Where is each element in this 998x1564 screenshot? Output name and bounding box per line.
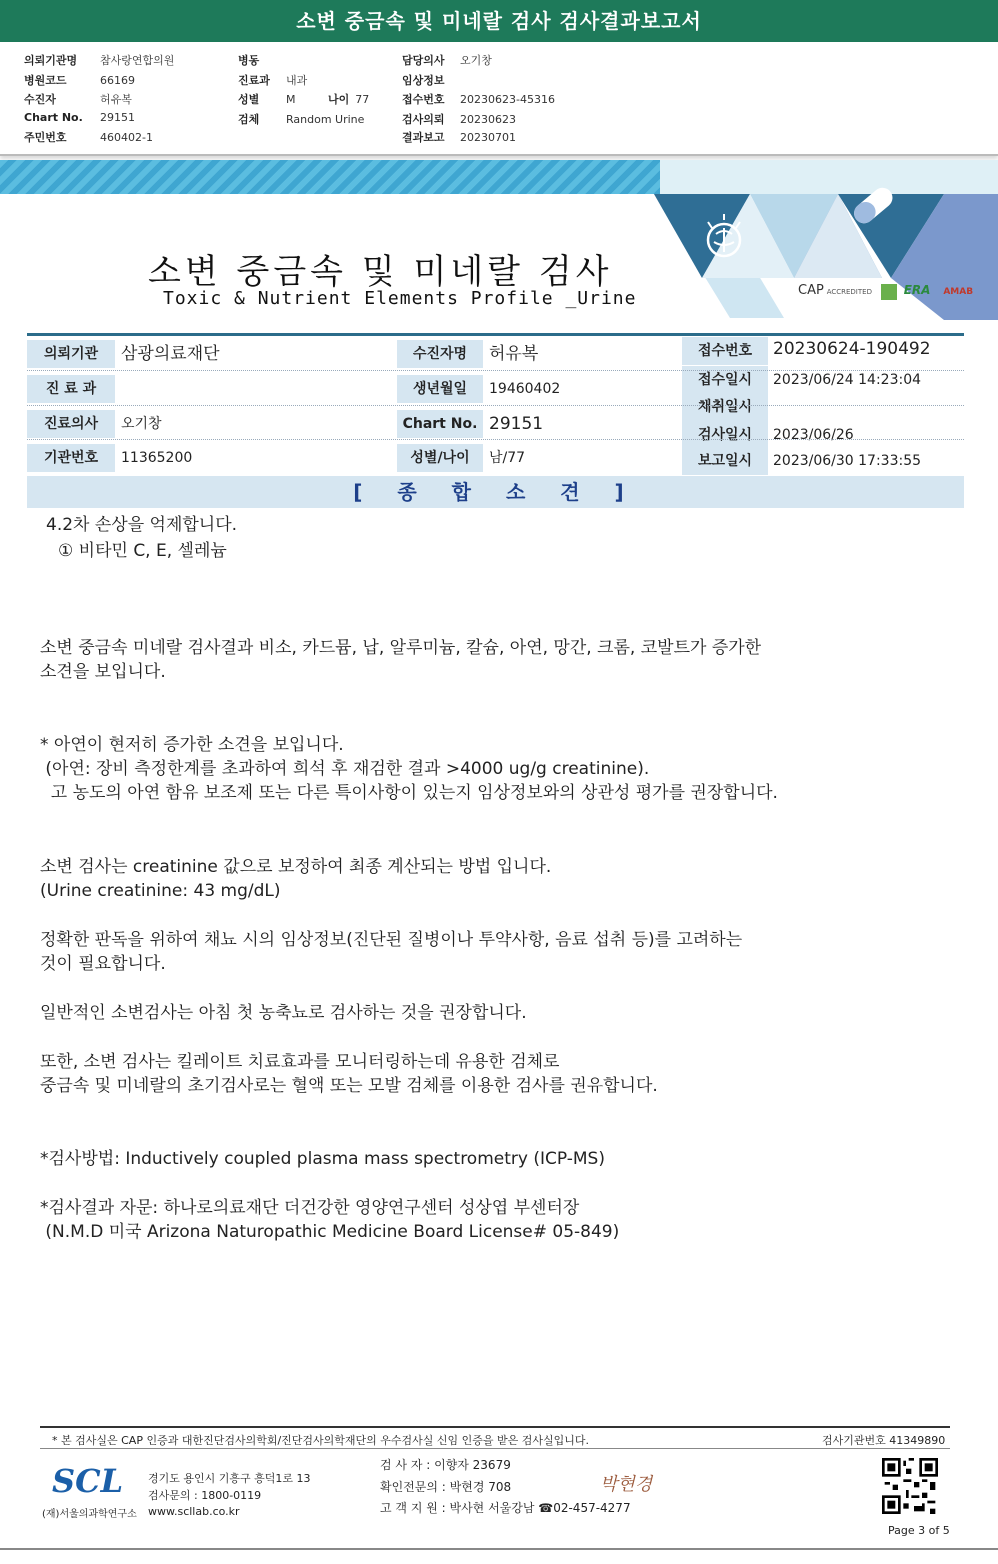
label-collect-dt: 채취일시: [682, 393, 768, 421]
meta-accession-no: 접수번호 20230623-45316: [402, 93, 555, 106]
page-number: Page 3 of 5: [888, 1524, 950, 1537]
tester: 검 사 자 : 이향자 23679: [380, 1458, 511, 1472]
label-patient: 수진자명: [397, 340, 483, 368]
meta-resident-no: 주민번호 460402-1: [24, 131, 153, 144]
cap-accredited-text: ACCREDITED: [826, 288, 872, 296]
page-bottom-rule: [0, 1548, 998, 1550]
label-recv-dt: 접수일시: [682, 366, 768, 394]
value-birth: 19460402: [489, 381, 561, 397]
label-doctor: 진료의사: [27, 410, 115, 438]
amab-logo: AMAB: [943, 287, 974, 297]
value-org: 삼광의료재단: [121, 344, 220, 364]
meta-report-date: 결과보고 20230701: [402, 131, 516, 144]
meta-clinical-info: 임상정보: [402, 74, 445, 87]
opinion-line: 소변 검사는 creatinine 값으로 보정하여 최종 계산되는 방법 입니다.: [40, 857, 552, 877]
lab-website[interactable]: www.scllab.co.kr: [148, 1505, 240, 1518]
meta-patient: 수진자 허유복: [24, 93, 132, 106]
footer-divider: [40, 1448, 950, 1449]
lm-logo-icon: [881, 284, 897, 300]
consultant-license: (N.M.D 미국 Arizona Naturopathic Medicine Board License# 05-849): [40, 1222, 620, 1242]
lab-address: 경기도 용인시 기흥구 흥덕1로 13: [148, 1472, 311, 1485]
opinion-line: 소변 중금속 미네랄 검사결과 비소, 카드뮴, 납, 알루미늄, 칼슘, 아연, 망간, 크롬, 코발트가 증가한: [40, 638, 762, 658]
cap-logo: CAP: [798, 283, 824, 298]
opinion-line: 중금속 및 미네랄의 초기검사로는 혈액 또는 모발 검체를 이용한 검사를 권유합니다.: [40, 1076, 658, 1096]
row-divider: [27, 439, 964, 440]
row-divider: [27, 405, 964, 406]
value-doctor: 오기창: [121, 416, 162, 432]
row-divider: [27, 370, 964, 371]
value-test-dt: 2023/06/26: [773, 427, 854, 443]
label-inst-no: 기관번호: [27, 444, 115, 472]
label-chart-no: Chart No.: [397, 410, 483, 438]
qr-code-icon: [882, 1458, 938, 1514]
label-org: 의뢰기관: [27, 340, 115, 368]
meta-doctor: 담당의사 오기창: [402, 54, 492, 67]
value-sex-age: 남/77: [489, 450, 526, 466]
signature: 박현경: [600, 1474, 653, 1495]
value-chart-no: 29151: [489, 414, 544, 434]
customer-support: 고 객 지 원 : 박사현 서울강남 ☎02-457-4277: [380, 1501, 631, 1515]
meta-department: 진료과 내과: [238, 74, 308, 87]
meta-chart-no: Chart No. 29151: [24, 111, 135, 124]
footer-rule: [40, 1426, 950, 1428]
opinion-line: ① 비타민 C, E, 셀레늄: [58, 541, 227, 561]
accreditation-logos: [798, 283, 973, 300]
report-banner-title: 소변 중금속 및 미네랄 검사 검사결과보고서: [0, 0, 998, 42]
confirming-specialist: 확인전문의 : 박현경 708: [380, 1480, 512, 1494]
accreditation-note: * 본 검사실은 CAP 인증과 대한진단검사의학회/진단검사의학재단의 우수검사실 신임 인증을 받은 검사실입니다.: [52, 1434, 590, 1447]
consultant: *검사결과 자문: 하나로의료재단 더건강한 영양연구센터 성상엽 부센터장: [40, 1198, 580, 1218]
report-subtitle: Toxic & Nutrient Elements Profile _Urine: [163, 288, 637, 309]
scl-logo: SCL: [52, 1462, 124, 1500]
lab-name: (재)서울의과학연구소: [42, 1509, 137, 1520]
opinion-line: * 아연이 현저히 증가한 소견을 보입니다.: [40, 735, 344, 755]
label-test-dt: 검사일시: [682, 421, 768, 449]
value-inst-no: 11365200: [121, 450, 193, 466]
summary-heading: [ 종 합 소 견 ]: [27, 476, 964, 508]
value-report-dt: 2023/06/30 17:33:55: [773, 453, 922, 469]
opinion-line: 4.2차 손상을 억제합니다.: [46, 515, 238, 535]
meta-request-date: 검사의뢰 20230623: [402, 113, 516, 126]
report-title: 소변 중금속 및 미네랄 검사: [148, 252, 613, 292]
lab-phone: 검사문의 : 1800-0119: [148, 1489, 262, 1502]
value-recv-dt: 2023/06/24 14:23:04: [773, 372, 922, 388]
opinion-line: 일반적인 소변검사는 아침 첫 농축뇨로 검사하는 것을 권장합니다.: [40, 1003, 527, 1023]
opinion-line: 정확한 판독을 위하여 채뇨 시의 임상정보(진단된 질병이나 투약사항, 음료 섭취 등)를 고려하는: [40, 930, 743, 950]
label-dept: 진 료 과: [27, 375, 115, 403]
meta-sex: 성별 M: [238, 93, 296, 106]
label-report-dt: 보고일시: [682, 447, 768, 475]
era-logo: ERA: [903, 283, 931, 297]
decorative-stripe: [0, 160, 660, 194]
opinion-line: 또한, 소변 검사는 킬레이트 치료효과를 모니터링하는데 유용한 검체로: [40, 1052, 560, 1072]
opinion-line: (아연: 장비 측정한계를 초과하여 희석 후 재검한 결과 >4000 ug/g creatinine).: [40, 759, 650, 779]
opinion-line: 소견을 보입니다.: [40, 662, 166, 682]
test-method: *검사방법: Inductively coupled plasma mass spectrometry (ICP-MS): [40, 1149, 605, 1169]
opinion-line: 것이 필요합니다.: [40, 954, 166, 974]
label-birth: 생년월일: [397, 375, 483, 403]
label-sex-age: 성별/나이: [397, 444, 483, 472]
meta-ward: 병동: [238, 54, 260, 67]
value-recv-no: 20230624-190492: [773, 339, 931, 359]
opinion-line: (Urine creatinine: 43 mg/dL): [40, 881, 281, 901]
header-meta: [0, 42, 998, 156]
label-recv-no: 접수번호: [682, 337, 768, 365]
meta-age: 나이 77: [328, 93, 370, 106]
opinion-line: 고 농도의 아연 함유 보조제 또는 다른 특이사항이 있는지 임상정보와의 상관성 평가를 권장합니다.: [40, 783, 778, 803]
meta-specimen: 검체 Random Urine: [238, 113, 365, 126]
lab-org-number: 검사기관번호 41349890: [822, 1434, 946, 1447]
meta-hospital-code: 병원코드 66169: [24, 74, 135, 87]
value-patient: 허유복: [489, 344, 539, 364]
meta-org: 의뢰기관명 참사랑연합의원: [24, 54, 175, 67]
